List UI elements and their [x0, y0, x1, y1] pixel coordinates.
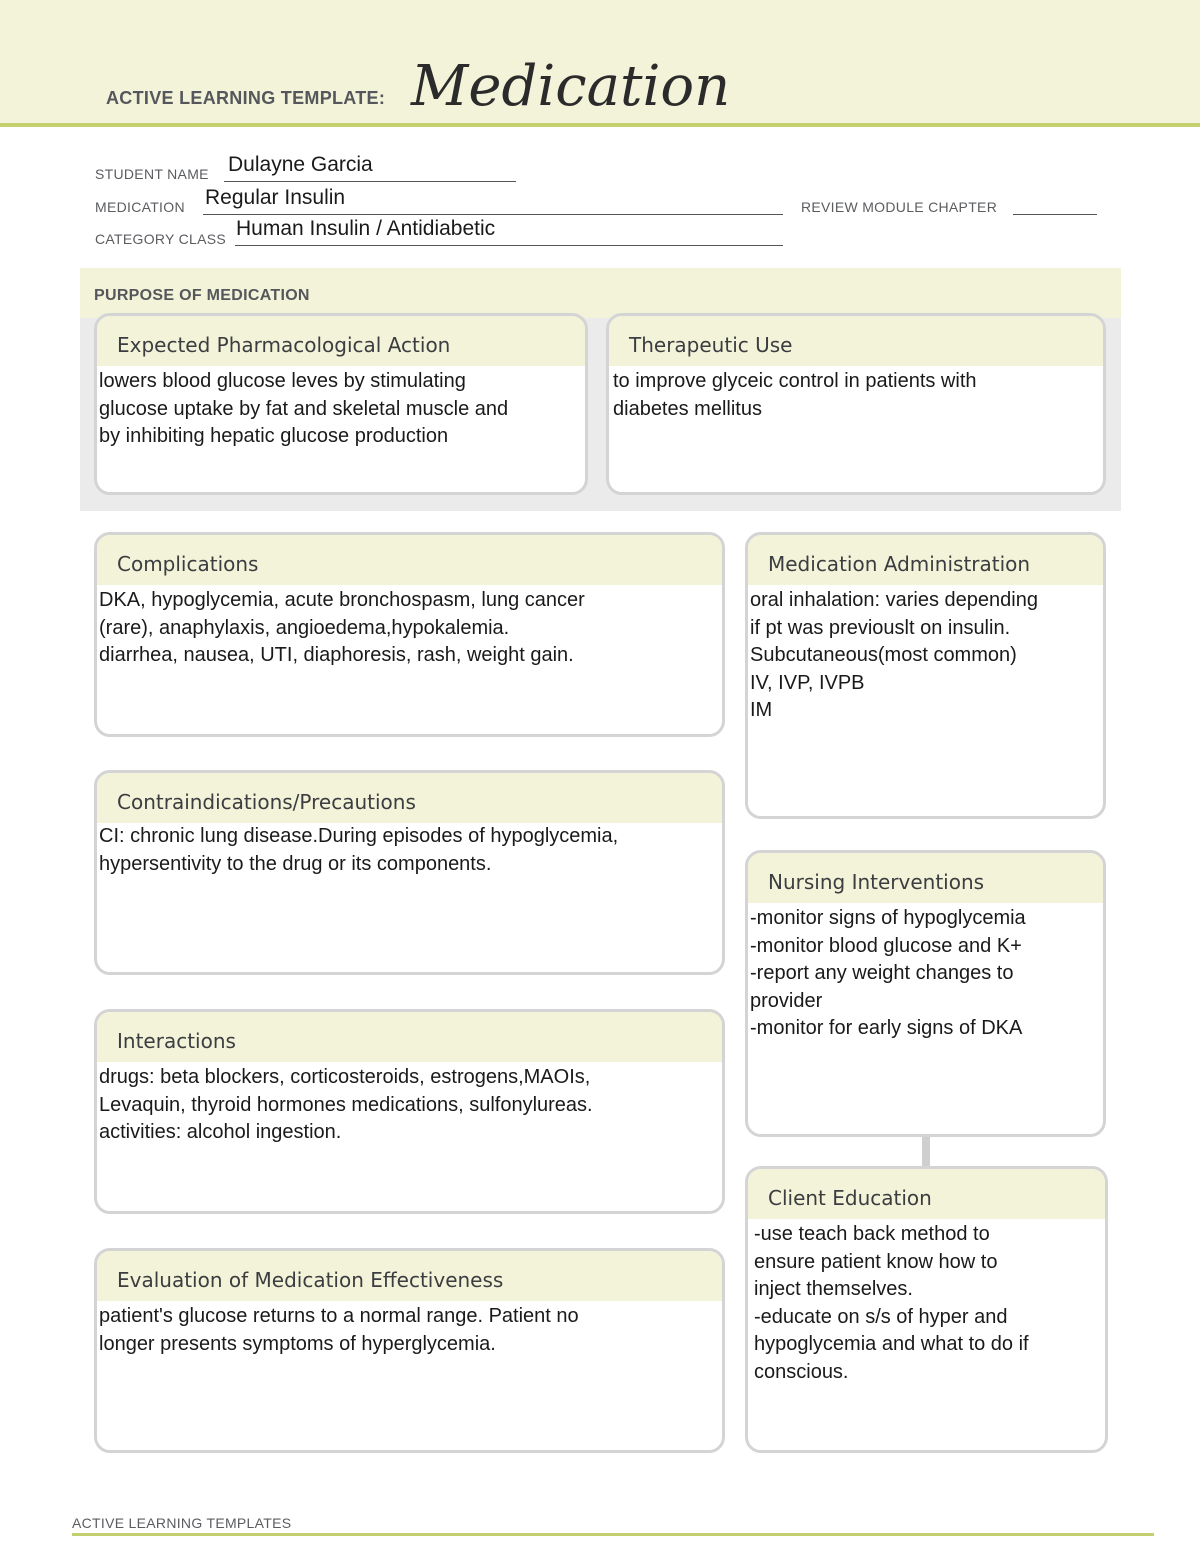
card-title: Nursing Interventions — [748, 853, 1103, 903]
template-label: ACTIVE LEARNING TEMPLATE: — [106, 88, 386, 108]
expected-action-card — [94, 313, 588, 495]
card-line: hypoglycemia and what to do if — [754, 1333, 1029, 1355]
card-line: longer presents symptoms of hyperglycemia. — [99, 1332, 496, 1355]
medication-field[interactable]: Regular Insulin — [205, 186, 346, 209]
card-body[interactable] — [97, 1062, 722, 1147]
purpose-label: PURPOSE OF MEDICATION — [94, 287, 310, 304]
card-title: Medication Administration — [748, 535, 1103, 585]
card-body[interactable] — [97, 366, 585, 451]
card-line: diabetes mellitus — [613, 397, 762, 420]
category-class-line — [235, 245, 783, 246]
card-line: CI: chronic lung disease.During episodes of hypoglycemia, — [99, 825, 619, 847]
evaluation-card — [94, 1248, 725, 1453]
card-line: to improve glyceic control in patients with — [613, 370, 977, 392]
medication-administration-card — [745, 532, 1106, 819]
card-title: Therapeutic Use — [609, 316, 1103, 366]
card-title: Contraindications/Precautions — [97, 773, 722, 823]
card-body[interactable] — [748, 1219, 1105, 1386]
card-line: hypersentivity to the drug or its components. — [99, 852, 492, 875]
student-name-line — [224, 181, 516, 182]
review-module-field[interactable] — [1013, 214, 1097, 215]
card-line: -educate on s/s of hyper and — [754, 1305, 1008, 1328]
card-title: Complications — [97, 535, 722, 585]
student-name-label: STUDENT NAME — [95, 166, 209, 182]
medication-line — [203, 214, 783, 215]
card-line: inject themselves. — [754, 1278, 913, 1300]
student-name-field[interactable]: Dulayne Garcia — [228, 153, 373, 176]
card-body[interactable] — [748, 903, 1103, 1043]
category-class-label: CATEGORY CLASS — [95, 231, 227, 247]
card-line: DKA, hypoglycemia, acute bronchospasm, lung cancer — [99, 589, 585, 611]
card-line: lowers blood glucose leves by stimulating — [99, 370, 466, 392]
client-education-card — [745, 1166, 1108, 1453]
card-body[interactable] — [97, 585, 722, 670]
card-line: ensure patient know how to — [754, 1250, 998, 1273]
card-line: patient's glucose returns to a normal range. Patient no — [99, 1305, 579, 1327]
card-line: provider — [750, 989, 823, 1012]
card-body[interactable] — [97, 1301, 722, 1358]
card-line: diarrhea, nausea, UTI, diaphoresis, rash, weight gain. — [99, 644, 574, 666]
card-line: Subcutaneous(most common) — [750, 644, 1017, 666]
review-module-label: REVIEW MODULE CHAPTER — [801, 199, 998, 215]
card-body[interactable] — [97, 823, 722, 878]
card-line: if pt was previouslt on insulin. — [750, 616, 1011, 639]
card-line: oral inhalation: varies depending — [750, 589, 1038, 611]
card-title: Expected Pharmacological Action — [97, 316, 585, 366]
therapeutic-use-card — [606, 313, 1106, 495]
card-connector — [922, 1137, 930, 1167]
card-line: -monitor for early signs of DKA — [750, 1017, 1023, 1039]
complications-card — [94, 532, 725, 737]
card-title: Evaluation of Medication Effectiveness — [97, 1251, 722, 1301]
page-title: Medication — [411, 54, 731, 119]
card-line: activities: alcohol ingestion. — [99, 1121, 342, 1143]
card-line: IM — [750, 699, 773, 721]
footer-rule — [72, 1533, 1154, 1536]
header-rule — [0, 123, 1200, 127]
footer-label: ACTIVE LEARNING TEMPLATES — [72, 1515, 292, 1531]
medication-label: MEDICATION — [95, 199, 185, 215]
card-line: drugs: beta blockers, corticosteroids, estrogens,MAOIs, — [99, 1066, 591, 1088]
category-class-field[interactable]: Human Insulin / Antidiabetic — [236, 217, 496, 240]
card-line: glucose uptake by fat and skeletal muscle and — [99, 397, 509, 420]
card-line: -report any weight changes to — [750, 962, 1014, 984]
card-line: -monitor blood glucose and K+ — [750, 934, 1022, 957]
card-line: conscious. — [754, 1360, 849, 1383]
interactions-card — [94, 1009, 725, 1214]
card-line: (rare), anaphylaxis, angioedema,hypokalemia. — [99, 616, 510, 639]
card-title: Client Education — [748, 1169, 1105, 1219]
card-line: IV, IVP, IVPB — [750, 671, 865, 694]
card-body[interactable] — [609, 366, 1103, 423]
card-line: -use teach back method to — [754, 1223, 990, 1245]
card-line: -monitor signs of hypoglycemia — [750, 907, 1026, 929]
card-body[interactable] — [748, 585, 1103, 725]
card-title: Interactions — [97, 1012, 722, 1062]
card-line: by inhibiting hepatic glucose production — [99, 425, 449, 447]
contraindications-card — [94, 770, 725, 975]
nursing-interventions-card — [745, 850, 1106, 1137]
card-line: Levaquin, thyroid hormones medications, sulfonylureas. — [99, 1093, 593, 1116]
